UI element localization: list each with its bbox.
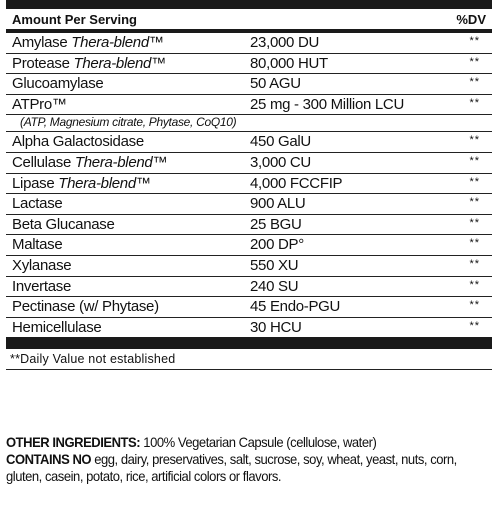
ingredient-amount: 25 BGU bbox=[250, 215, 302, 233]
ingredient-name-text: Cellulase bbox=[12, 153, 75, 171]
ingredient-name bbox=[12, 256, 71, 275]
ingredient-name bbox=[12, 194, 62, 213]
ingredient-amount: 900 ALU bbox=[250, 195, 306, 213]
contains-no-label: CONTAINS NO bbox=[6, 451, 92, 467]
ingredient-name-text: Pectinase (w/ Phytase) bbox=[12, 298, 159, 316]
ingredient-name-text: Glucoamylase bbox=[12, 75, 104, 93]
ingredient-amount: 23,000 DU bbox=[250, 34, 320, 51]
ingredient-amount: 200 DP° bbox=[250, 236, 304, 254]
other-ingredients bbox=[6, 434, 467, 451]
contains-no bbox=[6, 451, 467, 485]
amount-per-serving-label: Amount Per Serving bbox=[12, 11, 137, 27]
ingredient-name bbox=[12, 153, 167, 172]
ingredient-name-text: Hemicellulase bbox=[12, 318, 102, 336]
table-header bbox=[6, 9, 492, 33]
supplement-facts-panel bbox=[6, 0, 492, 370]
ingredient-dv: ** bbox=[469, 299, 480, 312]
ingredient-name-text: (ATP, Magnesium citrate, Phytase, CoQ10) bbox=[20, 115, 237, 130]
other-ingredients-text: 100% Vegetarian Capsule (cellulose, water) bbox=[140, 434, 377, 450]
other-ingredients-label: OTHER INGREDIENTS: bbox=[6, 434, 141, 450]
ingredient-row bbox=[6, 174, 492, 195]
ingredient-name-text: Lactase bbox=[12, 195, 63, 213]
ingredient-name bbox=[12, 174, 151, 193]
ingredient-amount: 240 SU bbox=[250, 277, 299, 295]
ingredient-dv: ** bbox=[469, 154, 480, 167]
ingredient-row bbox=[6, 194, 492, 215]
ingredient-row bbox=[6, 74, 492, 95]
ingredient-row bbox=[6, 33, 492, 54]
ingredient-amount: 80,000 HUT bbox=[250, 54, 328, 72]
ingredient-dv: ** bbox=[469, 175, 480, 188]
ingredient-name-text: Xylanase bbox=[12, 256, 72, 274]
ingredient-name-text: Maltase bbox=[12, 236, 63, 254]
ingredient-amount: 450 GalU bbox=[250, 133, 311, 151]
ingredient-row bbox=[6, 297, 492, 318]
ingredient-brand-text: Thera-blend™ bbox=[74, 153, 168, 171]
ingredient-row bbox=[6, 95, 492, 116]
ingredient-row bbox=[6, 215, 492, 236]
ingredient-brand-text: Thera-blend™ bbox=[58, 174, 151, 192]
ingredient-name bbox=[12, 277, 71, 296]
ingredient-name bbox=[12, 74, 103, 93]
ingredients-text bbox=[6, 434, 467, 485]
ingredient-dv: ** bbox=[469, 134, 480, 147]
ingredient-dv: ** bbox=[469, 319, 480, 332]
ingredient-name bbox=[12, 33, 164, 52]
ingredient-amount: 45 Endo-PGU bbox=[250, 298, 341, 316]
ingredient-name bbox=[20, 115, 236, 130]
ingredient-row bbox=[6, 277, 492, 298]
ingredient-dv: ** bbox=[469, 76, 480, 89]
ingredient-subnote bbox=[6, 115, 492, 132]
ingredient-name bbox=[12, 318, 101, 337]
ingredient-row bbox=[6, 256, 492, 277]
ingredient-row bbox=[6, 235, 492, 256]
ingredient-dv: ** bbox=[469, 35, 480, 47]
ingredient-name-text: Invertase bbox=[12, 277, 71, 295]
ingredient-name bbox=[12, 95, 67, 114]
ingredient-amount: 550 XU bbox=[250, 256, 299, 274]
ingredient-row bbox=[6, 153, 492, 174]
ingredient-amount: 50 AGU bbox=[250, 75, 301, 93]
ingredient-name bbox=[12, 132, 144, 151]
contains-no-text: egg, dairy, preservatives, salt, sucrose, soy, wheat, yeast, nuts, corn, gluten, casein, potato, rice, artificial colors or flavors. bbox=[6, 451, 457, 484]
ingredient-name-text: Alpha Galactosidase bbox=[12, 133, 144, 151]
ingredient-dv: ** bbox=[469, 96, 480, 109]
ingredient-amount: 30 HCU bbox=[250, 318, 302, 336]
bottom-rule bbox=[6, 337, 492, 349]
ingredient-name bbox=[12, 215, 115, 234]
ingredient-row bbox=[6, 132, 492, 153]
ingredient-name-text: Amylase bbox=[12, 34, 72, 51]
ingredient-dv: ** bbox=[469, 237, 480, 250]
ingredient-dv: ** bbox=[469, 216, 480, 229]
footnote: **Daily Value not established bbox=[6, 349, 492, 370]
ingredient-name-text: Protease bbox=[12, 54, 74, 72]
ingredient-dv: ** bbox=[469, 55, 480, 68]
ingredient-amount: 4,000 FCCFIP bbox=[250, 174, 343, 192]
ingredient-rows bbox=[6, 33, 492, 337]
ingredient-dv: ** bbox=[469, 257, 480, 270]
ingredient-amount: 25 mg - 300 Million LCU bbox=[250, 95, 404, 113]
ingredient-name bbox=[12, 235, 62, 254]
ingredient-name bbox=[12, 54, 166, 73]
ingredient-brand-text: Thera-blend™ bbox=[73, 54, 166, 72]
ingredient-dv: ** bbox=[469, 278, 480, 291]
ingredient-row bbox=[6, 318, 492, 338]
ingredient-name-text: Lipase bbox=[12, 174, 59, 192]
dv-column-label: %DV bbox=[456, 11, 486, 27]
ingredient-brand-text: Thera-blend™ bbox=[71, 34, 164, 51]
top-rule bbox=[6, 0, 492, 9]
ingredient-name bbox=[12, 297, 159, 316]
ingredient-amount: 3,000 CU bbox=[250, 153, 311, 171]
ingredient-dv: ** bbox=[469, 196, 480, 209]
ingredient-name-text: Beta Glucanase bbox=[12, 215, 115, 233]
ingredient-name-text: ATPro™ bbox=[12, 95, 67, 113]
ingredient-row bbox=[6, 54, 492, 75]
